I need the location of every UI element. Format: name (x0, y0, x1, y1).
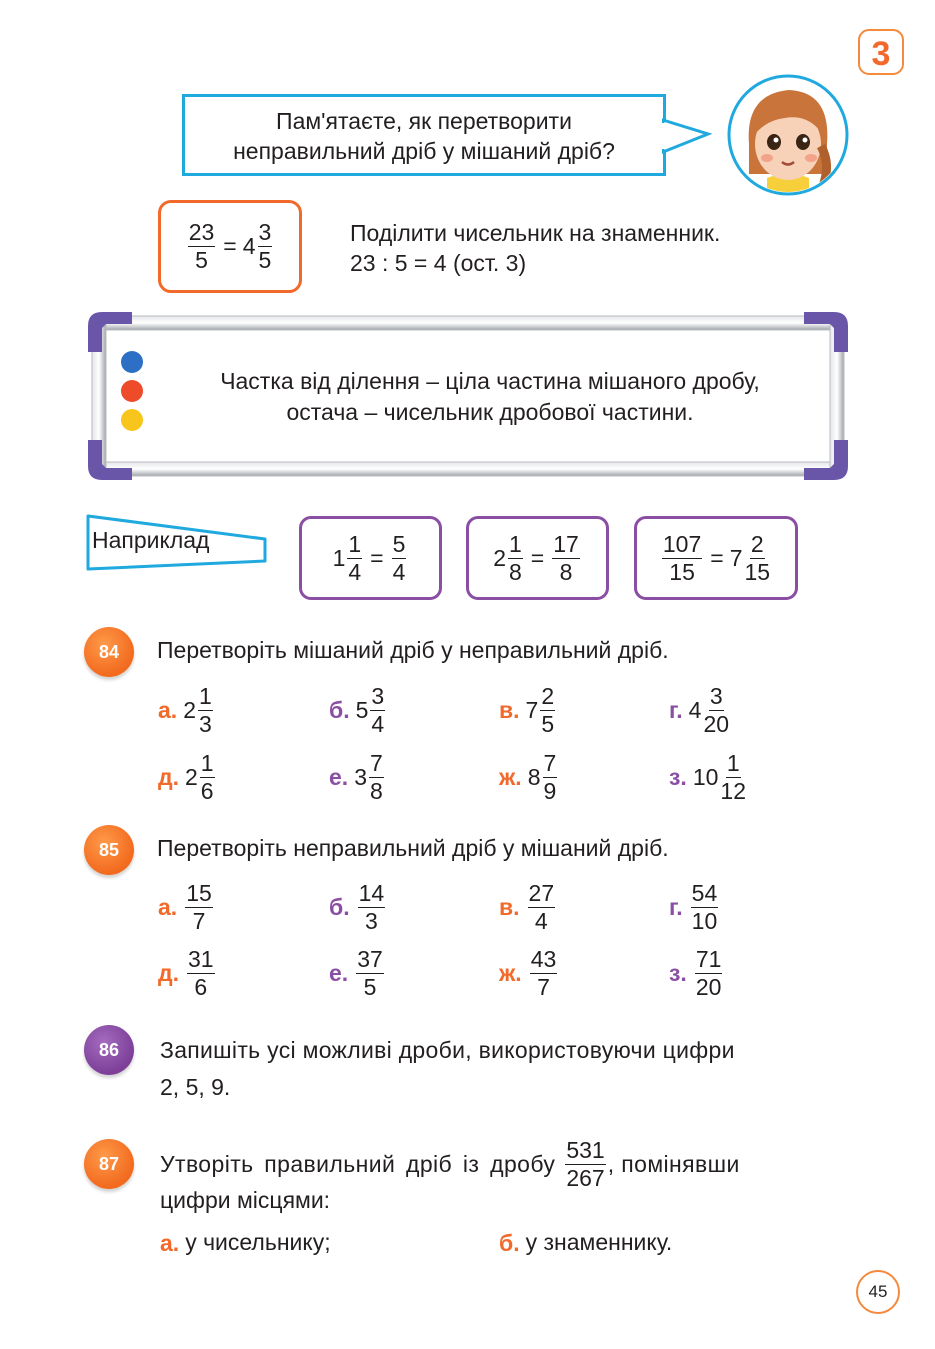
task-87-sub-b: б. у знаменнику. (499, 1229, 673, 1257)
denominator: 7 (537, 974, 550, 1000)
whole-part: 4 (242, 233, 256, 259)
numerator: 7 (369, 750, 383, 776)
fraction (187, 948, 215, 999)
exercise-item (329, 752, 386, 803)
fraction (528, 882, 556, 933)
numerator: 27 (528, 880, 555, 906)
exercise-item (669, 752, 748, 803)
item-label: а. (158, 697, 178, 723)
fraction (530, 948, 558, 999)
item-label: з. (669, 960, 687, 986)
numerator: 1 (726, 750, 740, 776)
board-text (160, 366, 820, 428)
fraction (356, 948, 384, 999)
fraction (200, 752, 215, 803)
fraction: $\frac{1}{4}$ (348, 530, 362, 585)
numerator: 14 (358, 880, 385, 906)
example-label: Наприклад (92, 527, 210, 553)
item-label: з. (669, 764, 687, 790)
item-label: е. (329, 764, 349, 790)
item-label: г. (669, 894, 683, 920)
numerator: 15 (186, 880, 212, 906)
numerator: 54 (691, 880, 718, 906)
fraction: 3 5 (258, 219, 272, 273)
numerator: 2 (541, 683, 555, 709)
fraction: $\frac{5}{4}$ (392, 530, 406, 585)
fraction (370, 685, 385, 736)
red-dot (121, 380, 143, 402)
exercise-item (329, 882, 387, 933)
denominator: 6 (200, 778, 214, 804)
numerator: 31 (188, 946, 214, 972)
fraction: $\frac{23}{5}$ (188, 219, 215, 273)
numerator: 3 (371, 683, 385, 709)
numerator: 1 (198, 683, 212, 709)
task-87-text-after: , помінявши (607, 1150, 740, 1177)
exercise-item (669, 948, 724, 999)
item-label: д. (158, 960, 179, 986)
fraction (185, 882, 213, 933)
task-87-line-2: цифри місцями: (160, 1187, 331, 1213)
denominator: 7 (192, 908, 206, 934)
denominator: 5 (363, 974, 377, 1000)
task-86-line-2: 2, 5, 9. (160, 1074, 231, 1100)
speech-line-1: Пам'ятаєте, як перетворити (276, 108, 572, 134)
speech-line-2: неправильний дріб у мішаний дріб? (233, 138, 615, 164)
exercise-item (158, 752, 217, 803)
numerator: 43 (530, 946, 557, 972)
denominator: 6 (194, 974, 208, 1000)
fraction (540, 685, 555, 736)
item-label: ж. (499, 960, 522, 986)
marker-dots (118, 348, 148, 438)
fraction (695, 948, 723, 999)
whole-part: 10 (692, 764, 719, 790)
denominator: 4 (371, 711, 385, 737)
speech-tail (662, 118, 712, 158)
fraction (543, 752, 558, 803)
whole-part: 2 (185, 764, 198, 790)
rule-line-1: Поділити чисельник на знаменник. (350, 220, 721, 246)
yellow-dot (121, 409, 143, 431)
task-87-sub-a: а. у чисельнику; (160, 1229, 331, 1257)
fraction: $\frac{17}{8}$ (553, 530, 579, 585)
item-label: д. (158, 764, 179, 790)
item-label: б. (329, 894, 350, 920)
item-label: г. (669, 697, 683, 723)
denominator: 5 (541, 711, 555, 737)
exercise-item (499, 948, 559, 999)
task-87-text (160, 1138, 852, 1219)
task-number-87: 87 (84, 1139, 134, 1189)
board-line-1: Частка від ділення – ціла частина мішаного дробу, (220, 368, 760, 394)
item-label: б. (329, 697, 350, 723)
exercise-item (158, 685, 215, 736)
task-86-text (160, 1032, 735, 1106)
fraction (358, 882, 386, 933)
exercise-item (669, 685, 731, 736)
example-box-3: $\frac{107}{15}$ = 7 2 15 (634, 516, 798, 600)
exercise-item (329, 685, 387, 736)
fraction (720, 752, 746, 803)
denominator: 8 (369, 778, 383, 804)
denominator: 9 (543, 778, 557, 804)
numerator: 3 (709, 683, 723, 709)
item-label: в. (499, 697, 520, 723)
denominator: 12 (720, 778, 747, 804)
numerator: 7 (543, 750, 557, 776)
task-87-fraction: 531 267 (566, 1136, 605, 1191)
girl-avatar (727, 74, 849, 196)
exercise-item (499, 752, 559, 803)
whole-part: 5 (355, 697, 369, 723)
fraction (369, 752, 384, 803)
fraction (691, 882, 719, 933)
denominator: 3 (365, 908, 378, 934)
page-number: 45 (856, 1270, 900, 1314)
whole-part: 2 (183, 697, 196, 723)
whole-part: 8 (527, 764, 541, 790)
numerator: 37 (357, 946, 383, 972)
speech-bubble (182, 94, 666, 176)
item-label: е. (329, 960, 349, 986)
rule-example-box: $\frac{23}{5}$ = 4 3 5 (158, 200, 302, 293)
task-number-84: 84 (84, 627, 134, 677)
exercise-item (499, 685, 557, 736)
exercise-item (499, 882, 557, 933)
task-85-text: Перетворіть неправильний дріб у мішаний дріб. (157, 835, 669, 861)
blue-dot (121, 351, 143, 373)
board-line-2: остача – чисельник дробової частини. (286, 399, 694, 425)
task-86-line-1: Запишіть усі можливі дроби, використовуючи цифри (160, 1037, 735, 1063)
chapter-badge: 3 (858, 29, 904, 75)
denominator: 20 (695, 974, 722, 1000)
item-label: ж. (499, 764, 522, 790)
fraction: 2 15 (744, 530, 771, 585)
fraction (198, 685, 213, 736)
rule-text (350, 218, 720, 278)
example-box-1: 1 $\frac{1}{4}$ = $\frac{5}{4}$ (299, 516, 442, 600)
fraction: $\frac{1}{8}$ (508, 530, 522, 585)
whole-part: 7 (525, 697, 539, 723)
task-87-text-before: Утворіть правильний дріб із дробу (160, 1150, 556, 1177)
whole-part: 3 (354, 764, 367, 790)
fraction: $\frac{107}{15}$ (662, 530, 702, 585)
exercise-item (329, 948, 386, 999)
numerator: 1 (200, 750, 214, 776)
rule-line-2: 23 : 5 = 4 (ост. 3) (350, 250, 527, 276)
item-label: в. (499, 894, 520, 920)
task-84-text: Перетворіть мішаний дріб у неправильний дріб. (157, 637, 669, 663)
item-label: а. (158, 894, 178, 920)
exercise-item (158, 882, 215, 933)
denominator: 10 (691, 908, 718, 934)
numerator: 71 (695, 946, 722, 972)
task-number-86: 86 (84, 1025, 134, 1075)
fraction (703, 685, 729, 736)
whole-part: 4 (688, 697, 702, 723)
exercise-item (158, 948, 217, 999)
denominator: 20 (703, 711, 730, 737)
task-number-85: 85 (84, 825, 134, 875)
denominator: 4 (534, 908, 548, 934)
exercise-item (669, 882, 720, 933)
example-box-2: 2 $\frac{1}{8}$ = $\frac{17}{8}$ (466, 516, 609, 600)
denominator: 3 (198, 711, 212, 737)
